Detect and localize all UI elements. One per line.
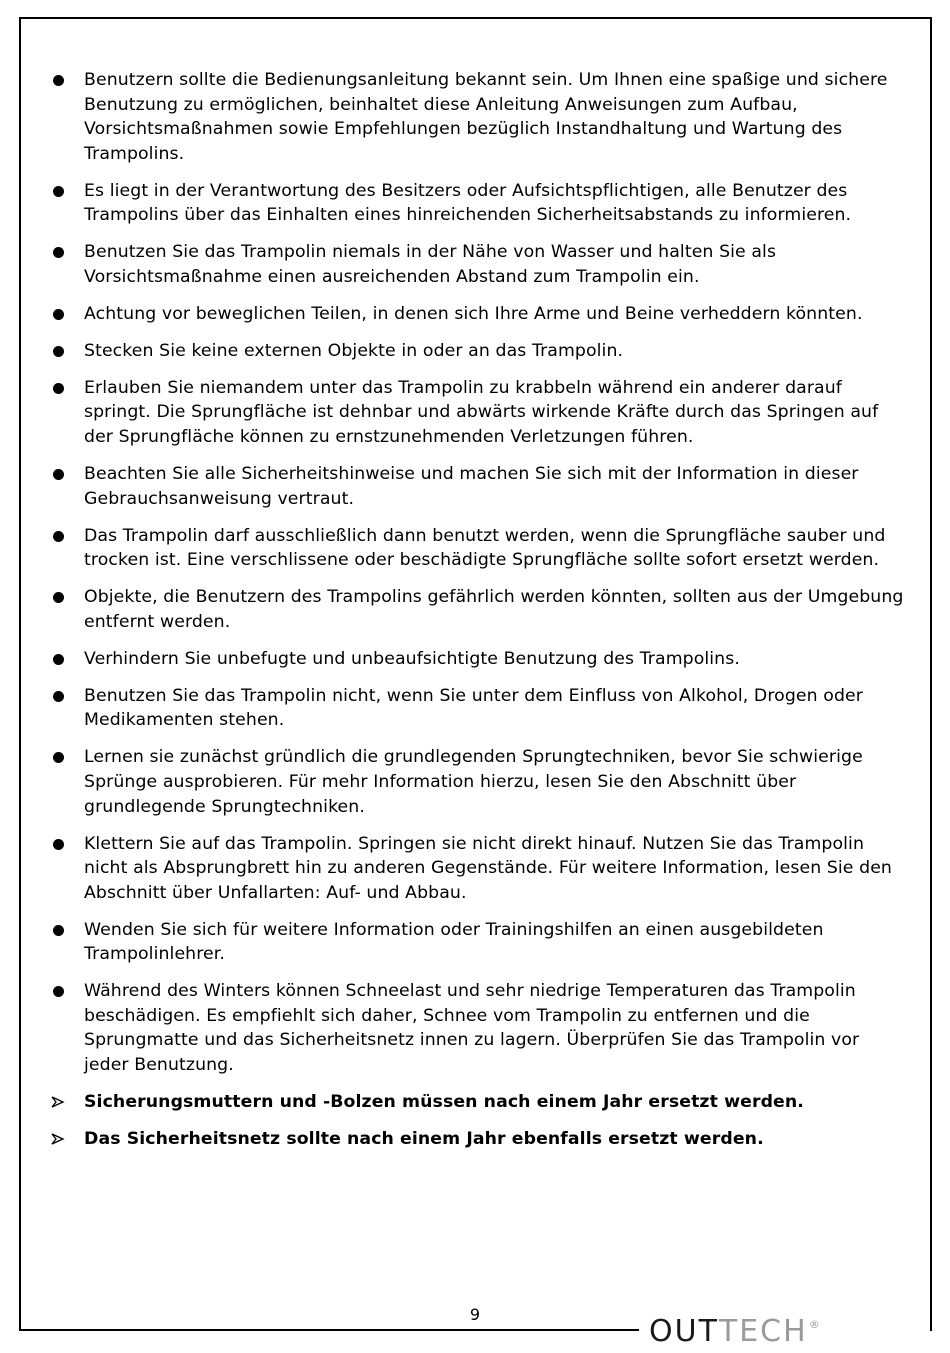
list-item [48,585,906,634]
list-item-text: Wenden Sie sich für weitere Information oder Trainingshilfen an einen ausgebildeten Trampolinlehrer. [84,919,824,965]
list-item-text: Benutzern sollte die Bedienungsanleitung bekannt sein. Um Ihnen eine spaßige und sichere Benutzung zu ermöglichen, beinhaltet diese Anleitung Anweisungen zum Aufbau, Vorsichtsmaßnahmen sowie Empfehlungen bezüglich Instandhaltung und Wartung des Trampolins. [84,70,888,164]
bullet-icon [53,383,64,394]
bullet-icon [53,839,64,850]
list-item [48,979,906,1077]
bullet-icon [53,186,64,197]
list-marker [48,1127,84,1145]
list-item-text: Objekte, die Benutzern des Trampolins gefährlich werden könnten, sollten aus der Umgebung entfernt werden. [84,587,904,632]
bullet-icon [53,75,64,86]
list-marker [48,745,84,763]
arrow-icon [51,1133,65,1145]
list-item [48,339,906,364]
list-item [48,684,906,733]
list-item [48,68,906,166]
list-marker [48,462,84,480]
list-marker [48,524,84,542]
bullet-icon [53,531,64,542]
safety-instructions-list [48,68,906,1164]
list-item-text: Verhindern Sie unbefugte und unbeaufsichtigte Benutzung des Trampolins. [84,648,740,669]
list-item [48,832,906,906]
list-item-text: Stecken Sie keine externen Objekte in oder an das Trampolin. [84,340,624,361]
list-marker [48,647,84,665]
arrow-icon [51,1096,65,1108]
list-item-text: Das Trampolin darf ausschließlich dann benutzt werden, wenn die Sprungfläche sauber und trocken ist. Eine verschlissene oder beschädigte Sprungfläche sollte sofort ersetzt werden. [84,525,886,571]
bullet-icon [53,247,64,258]
bullet-icon [53,986,64,997]
list-marker [48,832,84,850]
list-item [48,745,906,819]
list-item [48,1127,906,1152]
list-item-text: Beachten Sie alle Sicherheitshinweise und machen Sie sich mit der Information in dieser Gebrauchsanweisung vertraut. [84,464,859,509]
bullet-icon [53,346,64,357]
bullet-icon [53,752,64,763]
list-item [48,524,906,573]
list-item-text: Sicherungsmuttern und -Bolzen müssen nach einem Jahr ersetzt werden. [84,1092,804,1113]
list-item-text: Achtung vor beweglichen Teilen, in denen sich Ihre Arme und Beine verheddern könnten. [84,303,863,324]
list-item-text: Das Sicherheitsnetz sollte nach einem Jahr ebenfalls ersetzt werden. [84,1129,764,1150]
brand-logo [649,1314,820,1349]
bullet-icon [53,592,64,603]
list-marker [48,240,84,258]
brand-logo-part-tech: TECH [718,1314,808,1349]
list-item [48,240,906,289]
list-item-text: Lernen sie zunächst gründlich die grundlegenden Sprungtechniken, bevor Sie schwierige Sprünge ausprobieren. Für mehr Information hierzu, lesen Sie den Abschnitt über grundlegende Sprungtechniken. [84,747,863,817]
brand-logo-part-out: OUT [649,1314,719,1349]
bullet-icon [53,925,64,936]
list-marker [48,179,84,197]
list-marker [48,302,84,320]
list-item-text: Während des Winters können Schneelast und sehr niedrige Temperaturen das Trampolin beschädigen. Es empfiehlt sich daher, Schnee vom Trampolin zu entfernen und die Sprungmatte und das Sicherheitsnetz innen zu lagern. Überprüfen Sie das Trampolin vor jeder Benutzung. [84,981,860,1076]
list-item [48,647,906,672]
list-item-text: Es liegt in der Verantwortung des Besitzers oder Aufsichtspflichtigen, alle Benutzer des Trampolins über das Einhalten eines hinreichenden Sicherheitsabstands zu informieren. [84,180,852,226]
bullet-icon [53,691,64,702]
list-item [48,376,906,450]
list-item [48,302,906,327]
list-item-text: Benutzen Sie das Trampolin niemals in der Nähe von Wasser und halten Sie als Vorsichtsmaßnahme einen ausreichenden Abstand zum Trampolin ein. [84,242,777,287]
registered-mark: ® [808,1318,820,1331]
bullet-icon [53,309,64,320]
list-marker [48,585,84,603]
list-marker [48,339,84,357]
list-marker [48,1090,84,1108]
list-item [48,918,906,967]
bullet-icon [53,654,64,665]
list-item [48,1090,906,1115]
list-item-text: Benutzen Sie das Trampolin nicht, wenn Sie unter dem Einfluss von Alkohol, Drogen oder Medikamenten stehen. [84,685,863,731]
list-marker [48,918,84,936]
list-marker [48,68,84,86]
list-item-text: Klettern Sie auf das Trampolin. Springen sie nicht direkt hinauf. Nutzen Sie das Trampolin nicht als Absprungbrett hin zu anderen Gegenstände. Für weitere Information, lesen Sie den Abschnitt über Unfallarten: Auf- und Abbau. [84,833,892,903]
list-marker [48,376,84,394]
list-item [48,179,906,228]
frame-bottom-line [19,1329,639,1331]
list-item-text: Erlauben Sie niemandem unter das Trampolin zu krabbeln während ein anderer darauf springt. Die Sprungfläche ist dehnbar und abwärts wirkende Kräfte durch das Springen auf der Sprungfläche können zu ernstzunehmenden Verletzungen führen. [84,377,879,448]
list-marker [48,684,84,702]
list-item [48,462,906,511]
list-marker [48,979,84,997]
bullet-icon [53,469,64,480]
page-number: 9 [469,1305,481,1324]
